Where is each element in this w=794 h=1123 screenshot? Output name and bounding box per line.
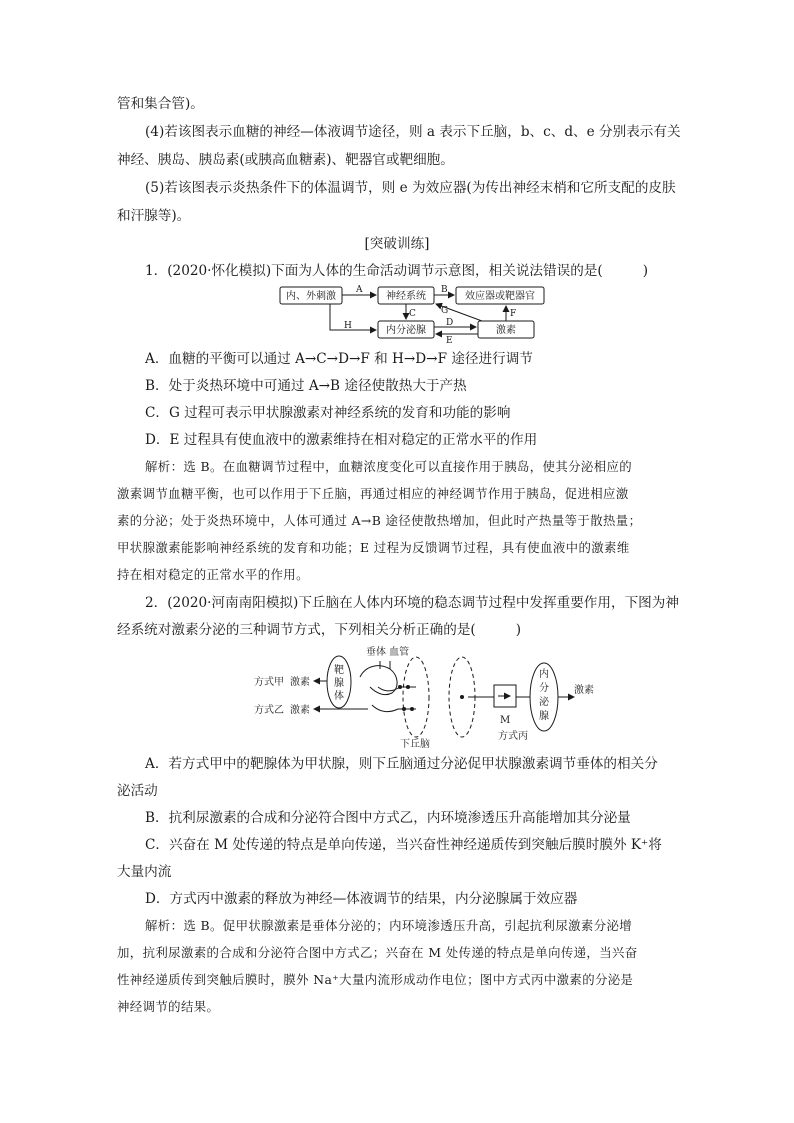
q1-explanation-line: 素的分泌；处于炎热环境中，人体可通过 A→B 途径使散热增加，但此时产热量等于散热量；: [117, 513, 642, 528]
q2-explanation-line: 加，抗利尿激素的合成和分泌符合图中方式乙；兴奋在 M 处传递的特点是单向传递，当兴奋: [117, 945, 638, 960]
q1-option-a: A．血糖的平衡可以通过 A→C→D→F 和 H→D→F 途径进行调节: [145, 351, 533, 367]
neuron-jia: [378, 687, 416, 691]
q2-option-a: A．若方式甲中的靶腺体为甲状腺，则下丘脑通过分泌促甲状腺激素调节垂体的相关分: [145, 756, 658, 772]
letter-D: D: [446, 318, 454, 328]
letter-A: A: [356, 285, 363, 295]
q1-explanation-line: 解析：选 B。在血糖调节过程中，血糖浓度变化可以直接作用于胰岛，使其分泌相应的: [145, 459, 633, 474]
endocrine-char: 内: [539, 669, 549, 680]
q2-option-d: D．方式丙中激素的释放为神经—体液调节的结果，内分泌腺属于效应器: [145, 891, 578, 907]
hormone-jia-label: 激素: [290, 677, 310, 688]
gland-char: 体: [334, 691, 344, 702]
section-title: [突破训练]: [364, 236, 430, 252]
q1-stem-text: 1．(2020·怀化模拟)下面为人体的生命活动调节示意图，相关说法错误的是(: [145, 263, 603, 279]
q2-explanation-line: 解析：选 B。促甲状腺激素是垂体分泌的；内环境渗透压升高，引起抗利尿激素分泌增: [145, 918, 633, 933]
arrow-H: [330, 304, 376, 330]
q2-option-b: B．抗利尿激素的合成和分泌符合图中方式乙，内环境渗透压升高能增加其分泌量: [145, 810, 631, 826]
hypothalamus-label: 下丘脑: [400, 739, 430, 750]
endocrine-char: 腺: [539, 711, 549, 722]
q1-explanation-line: 甲状腺激素能影响神经系统的发育和功能；E 过程为反馈调节过程，具有使血液中的激素维: [117, 540, 630, 555]
q2-option-c: C．兴奋在 M 处传递的特点是单向传递，当兴奋性神经递质传到突触后膜时膜外 K⁺将: [145, 837, 662, 853]
q1-explanation-line: 激素调节血糖平衡，也可以作用于下丘脑，再通过相应的神经调节作用于胰岛，促进相应激: [117, 486, 629, 501]
letter-E: E: [446, 336, 453, 345]
intro-line-5: 和汗腺等)。: [117, 208, 191, 224]
q1-option-d: D．E 过程具有使血液中的激素维持在相对稳定的正常水平的作用: [145, 432, 538, 448]
label-box-hormone: 激素: [496, 325, 516, 336]
q2-option-c-cont: 大量内流: [117, 864, 172, 880]
q2-option-a-cont: 泌活动: [117, 783, 158, 799]
q2-explanation-line: 神经调节的结果。: [117, 999, 220, 1014]
gland-char: 腺: [334, 678, 344, 689]
endocrine-char: 分: [539, 683, 549, 694]
q2-stem-line-1: 2．(2020·河南南阳模拟)下丘脑在人体内环境的稳态调节过程中发挥重要作用，下图为神: [145, 595, 679, 611]
q2-stem-line-2: [117, 620, 521, 640]
intro-line-2: (4)若该图表示血糖的神经—体液调节途径，则 a 表示下丘脑，b、c、d、e 分别表示有关: [145, 124, 681, 140]
intro-line-4: (5)若该图表示炎热条件下的体温调节，则 e 为效应器(为传出神经末梢和它所支配的皮肤: [145, 180, 676, 196]
q1-diagram: [270, 283, 560, 345]
label-box-nervous-system: 神经系统: [386, 291, 426, 302]
q2-explanation-line: 性神经递质传到突触后膜时，膜外 Na⁺大量内流形成动作电位；图中方式丙中激素的分泌是: [117, 972, 634, 987]
letter-G: G: [441, 306, 449, 316]
intro-line-3: 神经、胰岛、胰岛素(或胰高血糖素)、靶器官或靶细胞。: [117, 152, 454, 168]
hormone-yi-label: 激素: [290, 705, 310, 716]
label-box-effector: 效应器或靶器官: [465, 291, 535, 302]
pituitary-vessel-label: 垂体 血管: [366, 647, 410, 658]
hormone-bing-label: 激素: [574, 685, 594, 696]
q1-option-c: C．G 过程可表示甲状腺激素对神经系统的发育和功能的影响: [145, 405, 511, 421]
mode-yi-label: 方式乙: [254, 705, 284, 716]
q1-explanation-line: 持在相对稳定的正常水平的作用。: [117, 567, 309, 582]
endocrine-char: 泌: [539, 697, 549, 708]
letter-H: H: [344, 321, 352, 331]
mode-bing-label: 方式丙: [498, 731, 528, 742]
hypothalamus-region: [403, 657, 429, 737]
q1-stem-close: ): [642, 263, 649, 279]
intro-line-1: 管和集合管)。: [117, 96, 204, 112]
gland-char: 靶: [334, 665, 344, 676]
letter-F: F: [510, 309, 517, 319]
q1-option-b: B．处于炎热环境中可通过 A→B 途径使散热大于产热: [145, 378, 467, 394]
q1-stem: [145, 261, 648, 281]
label-box-stimulus: 内、外刺激: [286, 291, 336, 302]
mode-jia-label: 方式甲: [254, 677, 284, 688]
label-box-endocrine: 内分泌腺: [386, 325, 426, 336]
synapse-M-label: M: [500, 715, 511, 726]
q2-diagram: [240, 643, 600, 750]
q2-stem-close: ): [515, 622, 522, 638]
letter-C: C: [409, 309, 416, 319]
q2-stem-text: 经系统对激素分泌的三种调节方式，下列相关分析正确的是(: [117, 622, 476, 638]
letter-B: B: [441, 285, 448, 295]
neuron-yi: [372, 705, 416, 712]
